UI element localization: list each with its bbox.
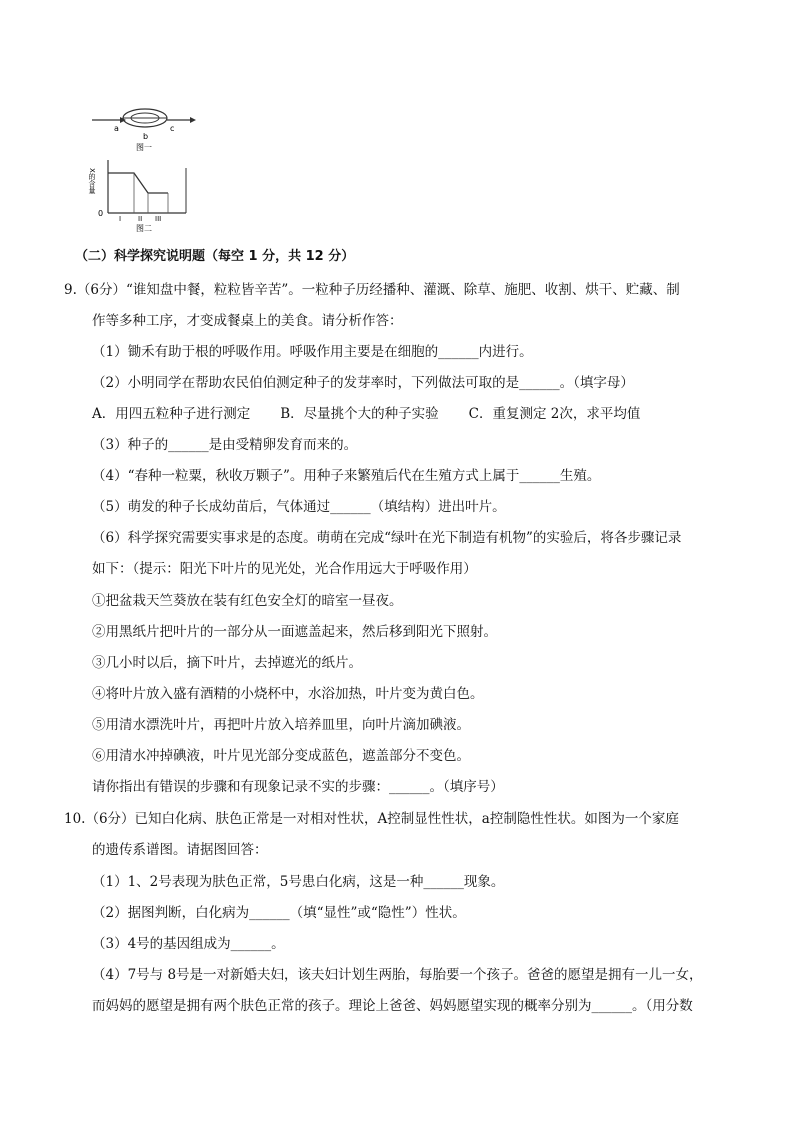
q9-part6-line1: （6）科学探究需要实事求是的态度。萌萌在完成“绿叶在光下制造有机物”的实验后，将各步骤记录 [92, 530, 682, 546]
figure-two [88, 160, 186, 233]
fig2-ylabel: X的含量 [88, 168, 96, 194]
figure-one [92, 109, 196, 152]
fig1-label-b: b [143, 132, 149, 141]
fig2-tick: II [138, 215, 143, 223]
fig1-label-a: a [114, 124, 119, 133]
q10-stem-line1: 10.（6分）已知白化病、肤色正常是一对相对性状，A控制显性性状，a控制隐性性状。如图为一个家庭 [64, 811, 679, 827]
q10-part4-line1: （4）7号与 8号是一对新婚夫妇，该夫妇计划生两胎，每胎要一个孩子。爸爸的愿望是拥有一儿一女， [92, 967, 703, 983]
q9-part4: （4）“春种一粒粟，秋收万颗子”。用种子来繁殖后代在生殖方式上属于______生殖。 [92, 468, 601, 484]
fig2-tick: III [155, 215, 162, 223]
figure-group [90, 108, 200, 233]
option-c: C．重复测定 2次，求平均值 [468, 406, 641, 422]
section-title: （二）科学探究说明题（每空 1 分，共 12 分） [75, 249, 355, 264]
q9-part1: （1）锄禾有助于根的呼吸作用。呼吸作用主要是在细胞的______内进行。 [92, 344, 533, 360]
figures-svg [90, 108, 200, 233]
fig1-label-c: c [170, 124, 175, 133]
q9-options [92, 404, 670, 424]
q9-part5: （5）萌发的种子长成幼苗后，气体通过______（填结构）进出叶片。 [92, 499, 506, 515]
q9-part2: （2）小明同学在帮助农民伯伯测定种子的发芽率时，下列做法可取的是______。（填字母） [92, 375, 634, 391]
fig2-caption: 图二 [136, 224, 152, 233]
q9-stem-line2: 作等多种工序，才变成餐桌上的美食。请分析作答： [92, 313, 403, 329]
q9-part3: （3）种子的______是由受精卵发育而来的。 [92, 437, 358, 453]
q9-step: ⑥用清水冲掉碘液，叶片见光部分变成蓝色，遮盖部分不变色。 [92, 748, 470, 764]
option-b: B．尽量挑个大的种子实验 [280, 406, 439, 422]
q9-step: ①把盆栽天竺葵放在装有红色安全灯的暗室一昼夜。 [92, 593, 403, 609]
q9-step: ④将叶片放入盛有酒精的小烧杯中，水浴加热，叶片变为黄白色。 [92, 686, 484, 702]
q10-part2: （2）据图判断，白化病为______（填“显性”或“隐性”）性状。 [92, 905, 466, 921]
q9-stem-line1: 9.（6分）“谁知盘中餐，粒粒皆辛苦”。一粒种子历经播种、灌溉、除草、施肥、收割、烘干、贮藏、制 [64, 282, 680, 298]
q9-part6-line2: 如下：（提示：阳光下叶片的见光处，光合作用远大于呼吸作用） [92, 561, 477, 577]
q9-conclusion: 请你指出有错误的步骤和有现象记录不实的步骤：______。（填序号） [92, 779, 504, 795]
fig1-caption: 图一 [136, 143, 152, 152]
q10-stem-line2: 的遗传系谱图。请据图回答： [92, 842, 268, 858]
q9-step: ③几小时以后，摘下叶片，去掉遮光的纸片。 [92, 655, 362, 671]
q9-step: ②用黑纸片把叶片的一部分从一面遮盖起来，然后移到阳光下照射。 [92, 624, 497, 640]
fig2-zero: 0 [98, 209, 104, 218]
q10-part4-line2: 而妈妈的愿望是拥有两个肤色正常的孩子。理论上爸爸、妈妈愿望实现的概率分别为______。（用分数 [92, 998, 693, 1014]
fig2-tick: I [119, 215, 122, 223]
q10-part3: （3）4号的基因组成为______。 [92, 936, 285, 952]
q10-part1: （1）1、2号表现为肤色正常，5号患白化病，这是一种______现象。 [92, 874, 505, 890]
option-a: A．用四五粒种子进行测定 [92, 406, 251, 422]
q9-step: ⑤用清水漂洗叶片，再把叶片放入培养皿里，向叶片滴加碘液。 [92, 717, 470, 733]
